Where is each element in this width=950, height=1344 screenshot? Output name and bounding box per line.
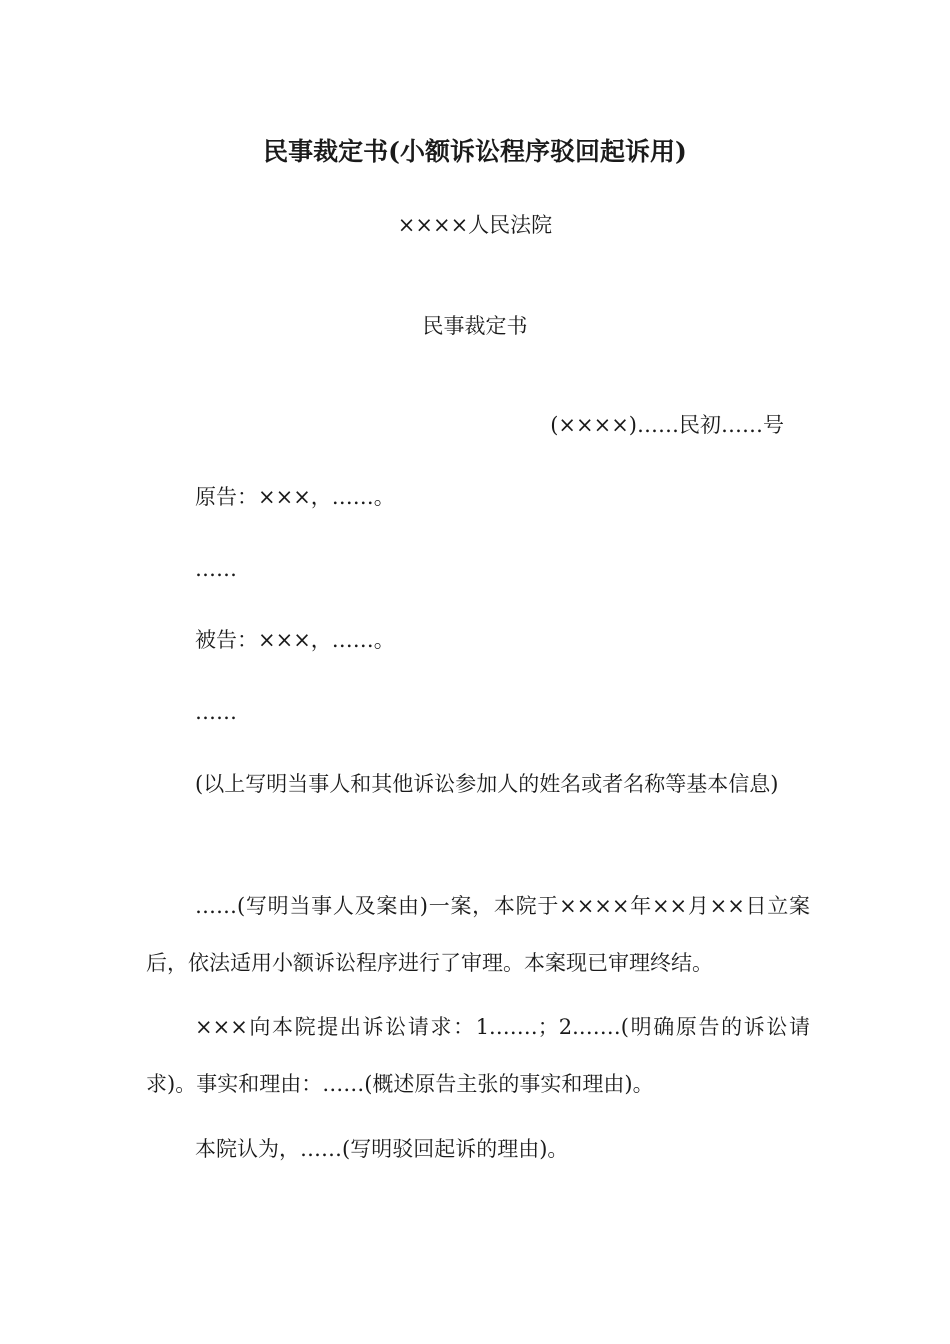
case-number: (××××)……民初……号 [550,413,784,437]
court-opinion-paragraph: 本院认为，……(写明驳回起诉的理由)。 [195,1137,569,1161]
plaintiff-paragraph: 原告：×××，……。 [195,485,395,509]
defendant-paragraph: 被告：×××，……。 [195,628,395,652]
ellipsis-paragraph: …… [195,557,237,581]
claims-paragraph: ×××向本院提出诉讼请求：1.……；2.……(明确原告的诉讼请求)。事实和理由：……(概述原告主张的事实和理由)。 [146,1015,810,1096]
document-type-heading: 民事裁定书 [422,314,528,338]
case-filing-paragraph: ……(写明当事人及案由)一案，本院于××××年××月××日立案后，依法适用小额诉讼程序进行了审理。本案现已审理终结。 [146,894,810,975]
court-name: ××××人民法院 [397,213,553,237]
ellipsis-paragraph: …… [195,700,237,724]
document-title: 民事裁定书(小额诉讼程序驳回起诉用) [263,137,687,166]
parties-note-paragraph: (以上写明当事人和其他诉讼参加人的姓名或者名称等基本信息) [195,772,779,796]
